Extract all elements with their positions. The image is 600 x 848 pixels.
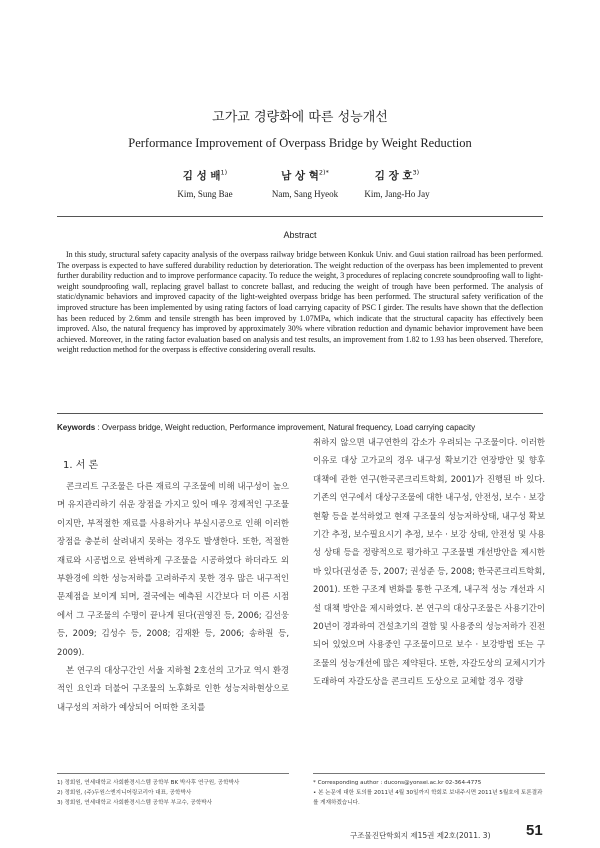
footnote: * Corresponding author : ducons@yonsei.ac.kr 02-364-4775 xyxy=(313,780,482,786)
body-column-left xyxy=(57,477,289,716)
abstract-bottom-rule xyxy=(57,413,543,414)
page-number: 51 xyxy=(526,822,543,839)
body-paragraph: 취하지 않으면 내구연한의 감소가 우려되는 구조물이다. 이러한 이유로 대상 고가교의 경우 내구성 확보기간 연장방안 및 향후 대책에 관한 연구(한국콘크리트학회, 2001)가 진행된 바 있다. 기존의 연구에서 대상구조물에 대한 내구성, 안전성, 보수 · 보강 현황 등을 분석하였고 현재 구조물의 성능저하상태, 내구성 확보기간 추정, 보수필요시기 추정, 보수 · 보강 상태, 안전성 및 사용성 상태 등을 정량적으로 평가하고 구조물별 개선방안을 제시한 바 있다(권성준 등, 2007; 권성준 등, 2008; 한국콘크리트학회, 2001). 또한 구조계 변화를 통한 구조계, 내구적 성능 개선과 시설 대책 방안을 제시하였다. 본 연구의 대상구조물은 사용기간이 20년이 경과하여 건설초기의 결함 및 사용중의 성능저하가 진전되어 있었으며 사용중인 구조물이므로 보수 · 보강방법 또는 구조물의 성능개선에 많은 제약된다. 또한, 자갈도상의 교체시기가 도래하여 자갈도상을 콘크리트 도상으로 교체할 경우 경량 xyxy=(313,437,545,687)
body-column-right xyxy=(313,433,545,691)
body-paragraph: 콘크리트 구조물은 다른 재료의 구조물에 비해 내구성이 높으며 유지관리하기 쉬운 장점을 가지고 있어 매우 경제적인 구조물이지만, 부적절한 재료를 사용하거나 부실시공으로 인해 이러한 장점을 충분히 살려내지 못하는 경우도 발생한다. 또한, 적절한 재료와 시공법으로 완벽하게 구조물을 시공하였다 하더라도 외부환경에 의한 성능저하를 고려하주지 못한 경우 많은 내구적인 문제점을 보이게 되며, 결국에는 예측된 시간보다 더 이른 시점에서 그 구조물의 수명이 끝나게 된다(권영진 등, 2006; 김선웅 등, 2009; 김성수 등, 2008; 김재환 등, 2006; 송하원 등, 2009). xyxy=(57,481,289,657)
author-1-name-en: Kim, Sung Bae xyxy=(177,189,233,199)
author-2-mark: 2)* xyxy=(318,168,329,177)
body-paragraph: 본 연구의 대상구간인 서울 지하철 2호선의 고가교 역시 환경적인 요인과 더불어 구조물의 노후화로 인한 성능저하현상으로 내구성의 저하가 예상되어 어떠한 조치를 xyxy=(57,665,289,712)
paper-title-english: Performance Improvement of Overpass Bridge by Weight Reduction xyxy=(128,136,472,150)
author-1-name-ko: 김 성 배 xyxy=(182,170,221,182)
footnotes-right xyxy=(313,778,545,808)
abstract-top-rule xyxy=(57,216,543,217)
author-3 xyxy=(342,168,452,199)
footnote: 1) 정회원, 연세대학교 사회환경시스템 공학부 BK 박사후 연구원, 공학박사 xyxy=(57,780,240,786)
author-1-mark: 1) xyxy=(220,168,228,177)
author-3-mark: 3) xyxy=(412,168,420,177)
paper-title-korean: 고가교 경량화에 따른 성능개선 xyxy=(212,110,388,125)
journal-citation: 구조물진단학회지 제15권 제2호(2011. 3) xyxy=(350,831,491,840)
keywords-label: Keywords xyxy=(57,423,96,432)
author-3-name-en: Kim, Jang-Ho Jay xyxy=(364,189,430,199)
author-3-name-ko: 김 장 호 xyxy=(374,170,413,182)
footnote: 2) 정회원, (주)두원스엔지니어링코리아 대표, 공학박사 xyxy=(57,790,192,796)
footnote: • 본 논문에 대한 토의를 2011년 4월 30일까지 학회로 보내주시면 2011년 5월호에 토론결과를 게재하겠습니다. xyxy=(313,790,543,806)
author-2-name-en: Nam, Sang Hyeok xyxy=(271,189,339,199)
footnotes-left xyxy=(57,778,289,808)
keywords-text: : Overpass bridge, Weight reduction, Performance improvement, Natural frequency, Load carrying capacity xyxy=(95,423,476,432)
section-heading-introduction: 1. 서 론 xyxy=(63,460,99,471)
footnote-rule-right xyxy=(313,773,545,774)
author-1 xyxy=(150,168,260,199)
abstract-text: In this study, structural safety capacity analysis of the overpass railway bridge between Konkuk Univ. and Guui station railroad has been performed. The overpass is expected to have suffered durability reduction by deterioration. The weight reduction of the overpass has been implemented to prevent further durability reduction and to improve performance capacity. To reduce the weight, 3 procedures of replacing concrete soundproofing wall to light-weight soundproofing wall, replacing gravel ballast to concrete ballast, and reducing the weight of trough have been performed. The analysis of static/dynamic behaviors and improved capacity of the light-weighted overpass bridge has been performed. The structural safety verification of the improved structure has been implemented by using rating factors of load carrying capacity of PSC I girder. The results have shown that the deflection has been reduced by 2.6mm and tensile strength has been improved by 1.07MPa, which indicate that the structural capacity has effectively been improved. Also, the natural frequency has improved by approximately 30% where vibration reduction and dynamic behavior improvement have been achieved. Moreover, in the rating factor evaluation based on analysis and test results, an improvement from 1.82 to 1.93 has been observed. Therefore, weight reduction method for the overpass is effective considering overall results. xyxy=(57,250,543,355)
author-2-name-ko: 남 상 혁 xyxy=(281,170,319,182)
abstract-heading: Abstract xyxy=(283,230,317,240)
footnote: 3) 정회원, 연세대학교 사회환경시스템 공학부 부교수, 공학박사 xyxy=(57,800,213,806)
keywords xyxy=(57,423,543,432)
footnote-rule-left xyxy=(57,773,289,774)
